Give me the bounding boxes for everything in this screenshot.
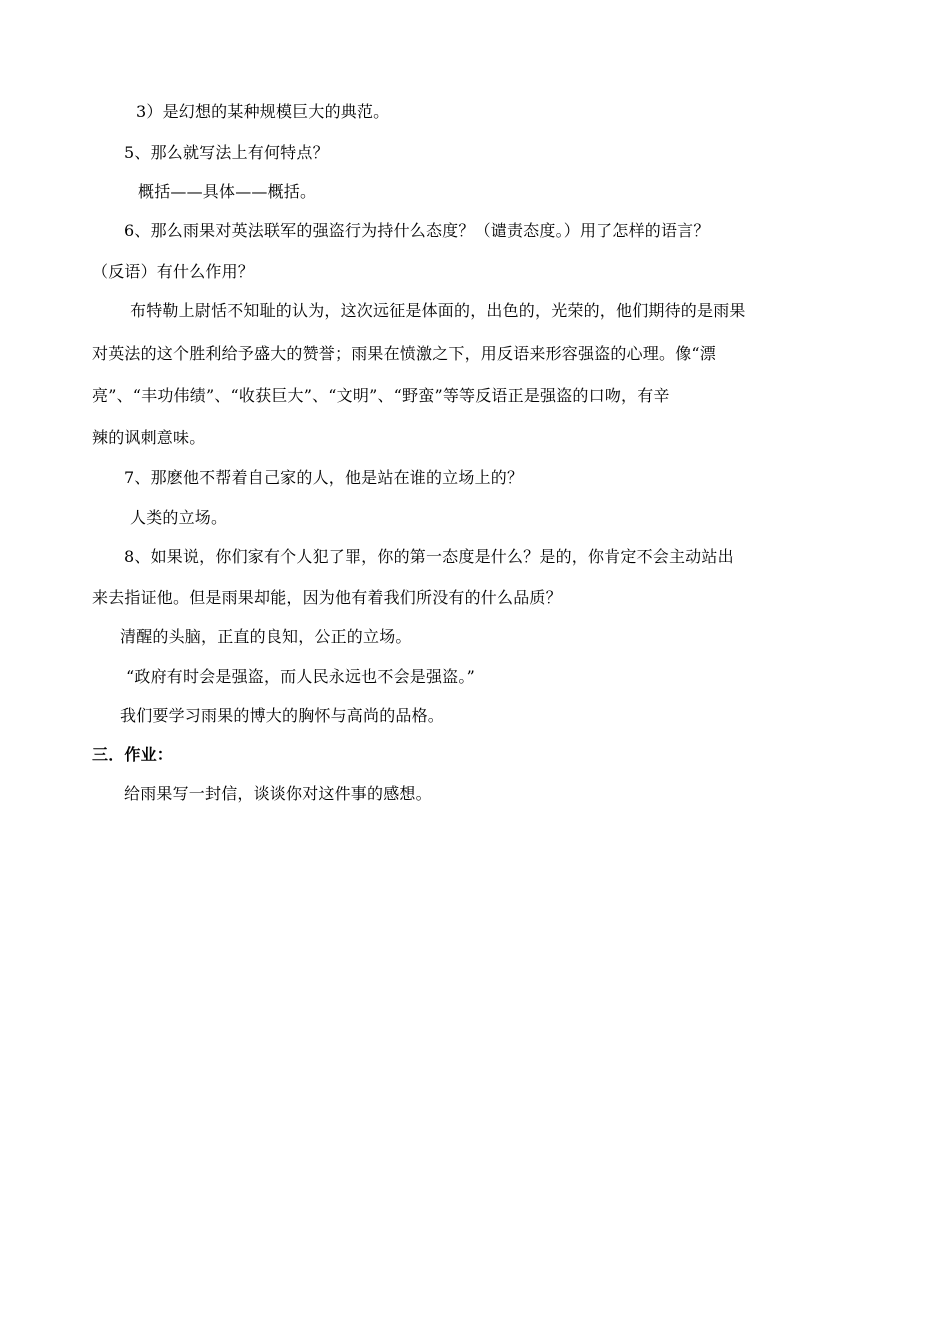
answer-8: 清醒的头脑，正直的良知，公正的立场。 <box>120 627 412 646</box>
answer-7: 人类的立场。 <box>130 508 228 527</box>
question-6-continued: （反语）有什么作用？ <box>92 262 255 281</box>
paragraph-line-3: 亮”、“丰功伟绩”、“收获巨大”、“文明”、“野蛮”等等反语正是强盗的口吻，有辛 <box>92 386 670 405</box>
question-6: 6、那么雨果对英法联军的强盗行为持什么态度？（谴责态度。）用了怎样的语言？ <box>124 221 710 240</box>
answer-5: 概括——具体——概括。 <box>138 182 317 201</box>
paragraph-line-1: 布特勒上尉恬不知耻的认为，这次远征是体面的，出色的，光荣的，他们期待的是雨果 <box>130 301 746 320</box>
question-8: 8、如果说，你们家有个人犯了罪，你的第一态度是什么？是的，你肯定不会主动站出 <box>124 547 734 566</box>
text-line-1: 3）是幻想的某种规模巨大的典范。 <box>136 102 390 121</box>
question-7: 7、那麽他不帮着自己家的人，他是站在谁的立场上的？ <box>124 468 524 487</box>
paragraph-line-4: 辣的讽刺意味。 <box>92 428 206 447</box>
homework-text: 给雨果写一封信，谈谈你对这件事的感想。 <box>124 784 432 803</box>
section-heading-homework: 三．作业： <box>92 745 174 764</box>
conclusion-line: 我们要学习雨果的博大的胸怀与高尚的品格。 <box>120 706 445 725</box>
paragraph-line-2: 对英法的这个胜利给予盛大的赞誉；雨果在愤激之下，用反语来形容强盗的心理。像“漂 <box>92 344 716 363</box>
quote-line: “政府有时会是强盗，而人民永远也不会是强盗。” <box>126 667 475 686</box>
question-5: 5、那么就写法上有何特点？ <box>124 143 329 162</box>
question-8-continued: 来去指证他。但是雨果却能，因为他有着我们所没有的什么品质？ <box>92 588 562 607</box>
